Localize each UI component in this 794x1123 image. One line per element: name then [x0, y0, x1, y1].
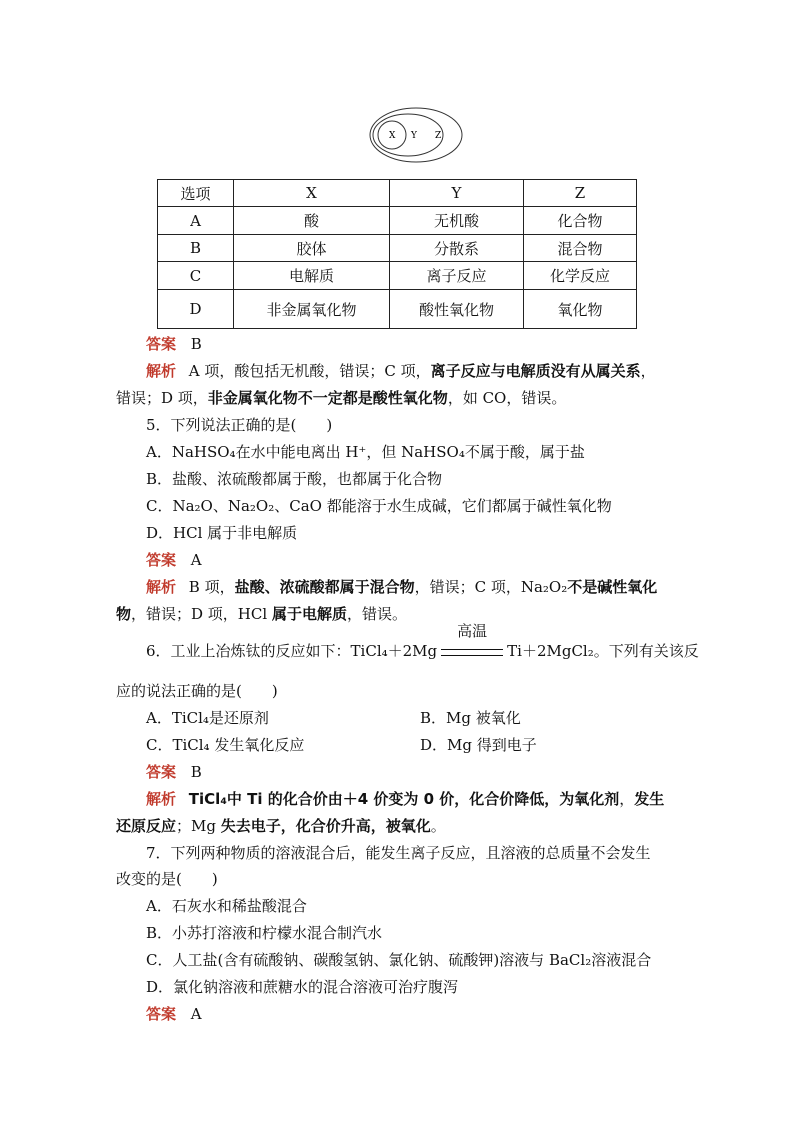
answer-label: 答案: [146, 763, 177, 781]
analysis-text: ，: [619, 790, 635, 808]
q6-analysis-line2: [116, 815, 446, 836]
answer-value: A: [190, 1005, 202, 1023]
analysis-label: 解析: [146, 790, 177, 808]
q6-stem-text: Ti＋2MgCl₂。下列有关该反: [507, 642, 699, 660]
table-header-row: [158, 180, 637, 207]
analysis-text: ；Mg: [176, 817, 221, 835]
q7-stem-line1: 7．下列两种物质的溶液混合后，能发生离子反应，且溶液的总质量不会发生: [146, 844, 651, 862]
q7-option-c: C．人工盐(含有硫酸钠、碳酸氢钠、氯化钠、硫酸钾)溶液与 BaCl₂溶液混合: [146, 951, 652, 969]
q5-analysis-line2: [116, 603, 407, 624]
table-cell: A: [158, 207, 234, 235]
q6-stem-line1: [146, 622, 699, 661]
table-row: [158, 235, 637, 262]
q6-option-a: A．TiCl₄是还原剂: [146, 709, 269, 727]
table-cell: D: [158, 290, 234, 329]
analysis-text: A 项，酸包括无机酸，错误；C 项，: [188, 362, 431, 380]
venn-middle-ellipse: [373, 114, 443, 156]
table-header-cell: X: [234, 180, 390, 207]
analysis-bold-text: 非金属氧化物不一定都是酸性氧化物: [207, 389, 448, 407]
analysis-bold-text: 失去电子，化合价升高，被氧化: [220, 817, 431, 835]
q6-answer: [146, 761, 202, 782]
table-cell: 离子反应: [390, 262, 524, 290]
q5-option-a: A．NaHSO₄在水中能电离出 H⁺，但 NaHSO₄不属于酸，属于盐: [146, 443, 585, 461]
table-header-cell: Z: [524, 180, 637, 207]
table-row: [158, 290, 637, 329]
q7-option-d: D．氯化钠溶液和蔗糖水的混合溶液可治疗腹泻: [146, 978, 459, 996]
equals-sign: [441, 649, 503, 656]
q7-stem-line2: 改变的是( ): [116, 870, 218, 888]
table-cell: 酸性氧化物: [390, 290, 524, 329]
venn-label-x: X: [389, 131, 396, 141]
q5-stem: 5．下列说法正确的是( ): [146, 416, 333, 434]
table-cell: C: [158, 262, 234, 290]
q6-option-c: C．TiCl₄ 发生氧化反应: [146, 736, 305, 754]
q5-option-b: B．盐酸、浓硫酸都属于酸，也都属于化合物: [146, 470, 443, 488]
table-header-cell: Y: [390, 180, 524, 207]
venn-diagram: [368, 106, 464, 164]
table-cell: 非金属氧化物: [234, 290, 390, 329]
q5-analysis-line1: [146, 576, 657, 597]
analysis-text: ，错误；C 项，Na₂O₂: [414, 578, 568, 596]
analysis-text: ，错误；D 项，HCl: [131, 605, 272, 623]
table-cell: 氧化物: [524, 290, 637, 329]
answer-value: B: [190, 763, 202, 781]
table-cell: 化合物: [524, 207, 637, 235]
q7-option-b: B．小苏打溶液和柠檬水混合制汽水: [146, 924, 383, 942]
analysis-text: ，: [640, 362, 656, 380]
q6-option-d: D．Mg 得到电子: [420, 736, 537, 754]
analysis-bold-text: TiCl₄中 Ti 的化合价由＋4 价变为 0 价，化合价降低，为氧化剂: [188, 790, 620, 808]
analysis-text: 。: [430, 817, 446, 835]
table-row: [158, 207, 637, 235]
table-row: [158, 262, 637, 290]
table-cell: 无机酸: [390, 207, 524, 235]
table-header-cell: 选项: [158, 180, 234, 207]
q6-option-b: B．Mg 被氧化: [420, 709, 521, 727]
analysis-text: 错误；D 项，: [116, 389, 208, 407]
options-table: [157, 179, 637, 329]
q4-analysis-line2: [116, 387, 566, 408]
table-cell: 分散系: [390, 235, 524, 262]
reaction-condition: 高温: [457, 622, 488, 640]
analysis-bold-text: 物: [116, 605, 132, 623]
reaction-arrow: [437, 622, 507, 660]
venn-label-z: Z: [435, 131, 442, 141]
analysis-bold-text: 还原反应: [116, 817, 177, 835]
q4-analysis-line1: [146, 360, 656, 381]
answer-label: 答案: [146, 335, 177, 353]
q7-answer: [146, 1003, 202, 1024]
q6-stem-text: 6．工业上冶炼钛的反应如下：TiCl₄＋2Mg: [146, 642, 438, 660]
answer-value: A: [190, 551, 202, 569]
q4-answer: [146, 333, 202, 354]
analysis-label: 解析: [146, 362, 177, 380]
analysis-bold-text: 属于电解质: [271, 605, 347, 623]
answer-label: 答案: [146, 1005, 177, 1023]
table-cell: B: [158, 235, 234, 262]
q5-option-d: D．HCl 属于非电解质: [146, 524, 298, 542]
q5-answer: [146, 549, 202, 570]
venn-label-y: Y: [411, 131, 417, 141]
table-cell: 混合物: [524, 235, 637, 262]
table-cell: 酸: [234, 207, 390, 235]
analysis-bold-text: 不是碱性氧化: [567, 578, 658, 596]
analysis-text: ，如 CO，错误。: [447, 389, 567, 407]
answer-label: 答案: [146, 551, 177, 569]
q5-option-c: C．Na₂O、Na₂O₂、CaO 都能溶于水生成碱，它们都属于碱性氧化物: [146, 497, 612, 515]
q7-option-a: A．石灰水和稀盐酸混合: [146, 897, 307, 915]
table-cell: 化学反应: [524, 262, 637, 290]
table-cell: 胶体: [234, 235, 390, 262]
analysis-text: ，错误。: [346, 605, 407, 623]
answer-value: B: [190, 335, 202, 353]
q6-stem-line2: 应的说法正确的是( ): [116, 682, 278, 700]
table-cell: 电解质: [234, 262, 390, 290]
q6-analysis-line1: [146, 788, 664, 809]
analysis-bold-text: 离子反应与电解质没有从属关系: [430, 362, 641, 380]
analysis-label: 解析: [146, 578, 177, 596]
analysis-text: B 项，: [188, 578, 235, 596]
analysis-bold-text: 发生: [634, 790, 665, 808]
analysis-bold-text: 盐酸、浓硫酸都属于混合物: [234, 578, 415, 596]
